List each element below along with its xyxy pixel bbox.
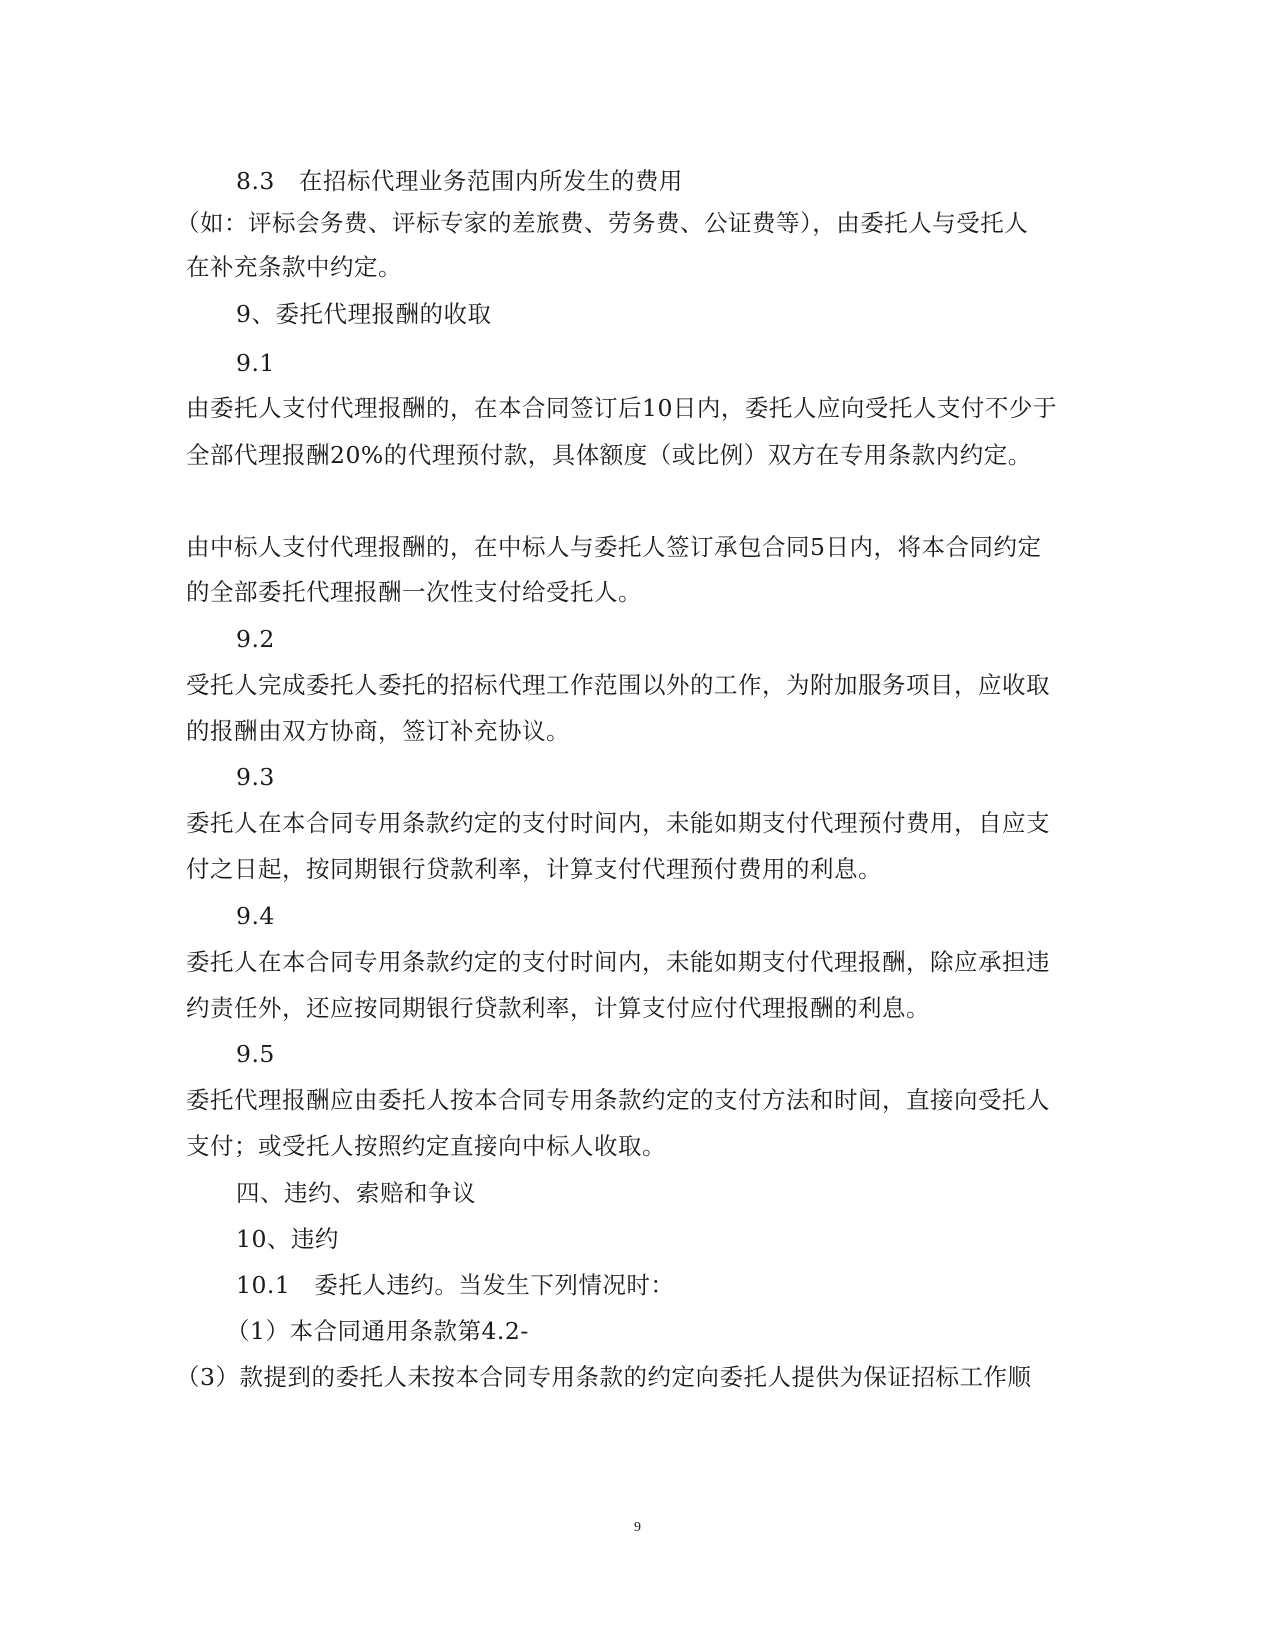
text-line: 委托人在本合同专用条款约定的支付时间内，未能如期支付代理报酬，除应承担违 xyxy=(186,948,1050,976)
text-line: 的全部委托代理报酬一次性支付给受托人。 xyxy=(186,578,642,606)
text-line: 约责任外，还应按同期银行贷款利率，计算支付应付代理报酬的利息。 xyxy=(186,994,930,1022)
text-line: （3）款提到的委托人未按本合同专用条款的约定向委托人提供为保证招标工作顺 xyxy=(176,1363,1032,1391)
text-line: 的报酬由双方协商，签订补充协议。 xyxy=(186,717,570,745)
text-line: 8.3 在招标代理业务范围内所发生的费用 xyxy=(236,167,683,195)
clause-number: 9.2 xyxy=(236,625,275,653)
section-heading: 9、委托代理报酬的收取 xyxy=(236,300,492,328)
clause-number: 9.1 xyxy=(236,349,275,377)
text-line: 10.1 委托人违约。当发生下列情况时： xyxy=(236,1271,675,1299)
section-heading: 10、违约 xyxy=(236,1225,339,1253)
text-line: 委托人在本合同专用条款约定的支付时间内，未能如期支付代理预付费用，自应支 xyxy=(186,809,1050,837)
page-number: 9 xyxy=(634,1520,641,1535)
text-line: 由委托人支付代理报酬的，在本合同签订后10日内，委托人应向受托人支付不少于 xyxy=(186,394,1057,422)
text-line: 支付；或受托人按照约定直接向中标人收取。 xyxy=(186,1132,666,1160)
text-line: 在补充条款中约定。 xyxy=(186,253,402,281)
text-line: 全部代理报酬20%的代理预付款，具体额度（或比例）双方在专用条款内约定。 xyxy=(186,441,1032,469)
text-line: （如：评标会务费、评标专家的差旅费、劳务费、公证费等），由委托人与受托人 xyxy=(176,209,1029,237)
text-line: 由中标人支付代理报酬的，在中标人与委托人签订承包合同5日内，将本合同约定 xyxy=(186,533,1042,561)
clause-number: 9.4 xyxy=(236,902,275,930)
text-line: 委托代理报酬应由委托人按本合同专用条款约定的支付方法和时间，直接向受托人 xyxy=(186,1086,1050,1114)
clause-number: 9.3 xyxy=(236,763,275,791)
text-line: 受托人完成委托人委托的招标代理工作范围以外的工作，为附加服务项目，应收取 xyxy=(186,671,1050,699)
text-line: 付之日起，按同期银行贷款利率，计算支付代理预付费用的利息。 xyxy=(186,855,882,883)
text-line: （1）本合同通用条款第4.2- xyxy=(226,1317,529,1345)
clause-number: 9.5 xyxy=(236,1040,275,1068)
section-heading: 四、违约、索赔和争议 xyxy=(236,1179,476,1207)
